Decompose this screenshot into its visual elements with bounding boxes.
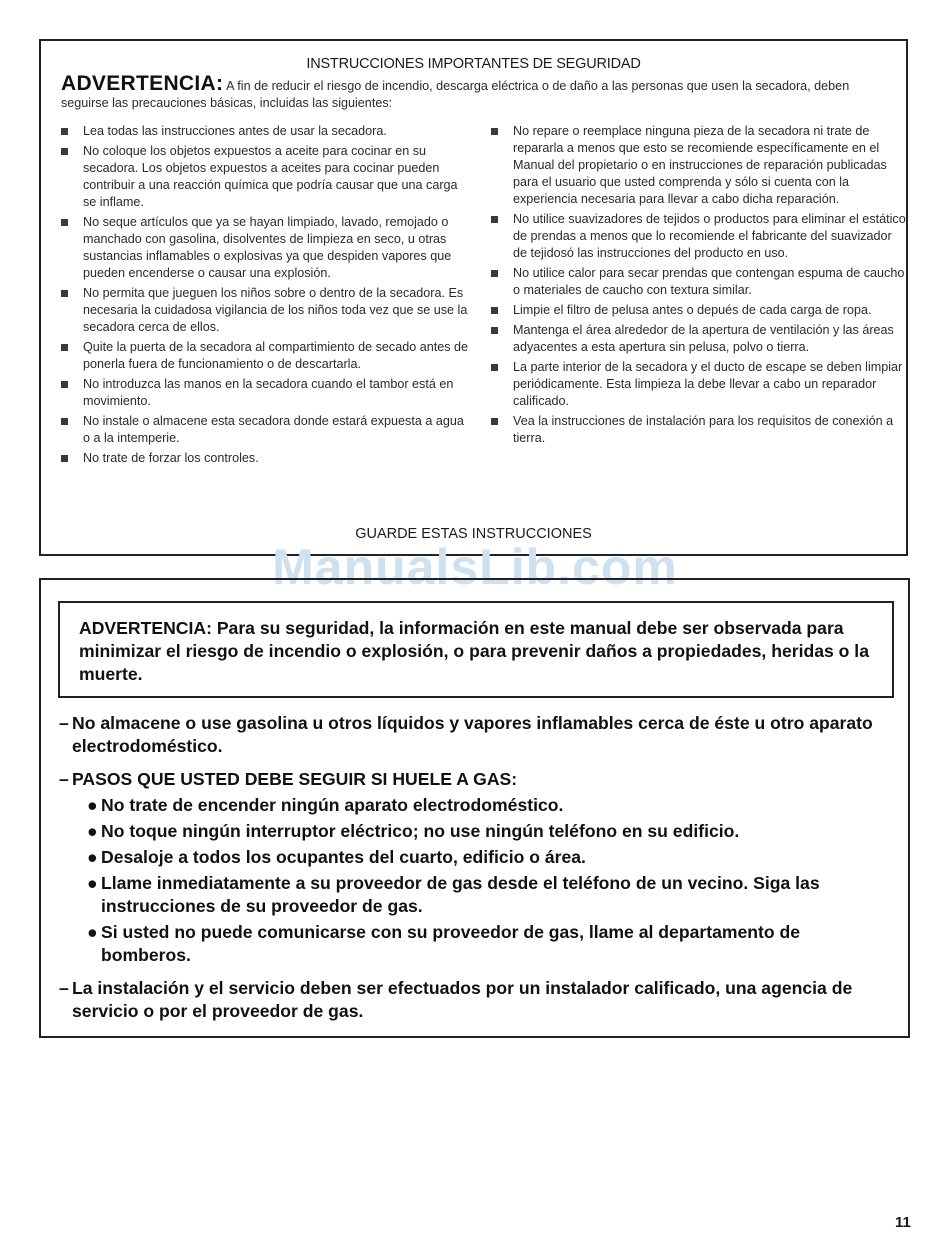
gas-warning-notice: ADVERTENCIA: Para su seguridad, la información en este manual debe ser observada para minimizar el riesgo de incendio o explosión, o para prevenir daños a propiedades, heridas o la muerte. (58, 601, 894, 698)
bullet-icon: ● (87, 922, 98, 942)
page-number: 11 (895, 1214, 911, 1231)
save-instructions-footer: GUARDE ESTAS INSTRUCCIONES (355, 526, 592, 542)
dash-item: – La instalación y el servicio deben ser efectuados por un instalador calificado, una agencia de servicio o por el proveedor de gas. (59, 978, 853, 1021)
square-bullet-icon (61, 381, 68, 388)
list-item: No repare o reemplace ninguna pieza de la secadora ni trate de repararla a menos que esto se recomiende específicamente en el Manual del propietario o en instrucciones de reparación publicadas para el usuario que usted comprenda y sólo si cuenta con la experiencia necesaria para llevar a cabo dicha reparación. (490, 123, 906, 208)
dash-icon: – (59, 769, 69, 789)
square-bullet-icon (491, 364, 498, 371)
square-bullet-icon (61, 148, 68, 155)
list-item: No coloque los objetos expuestos a aceite para cocinar en su secadora. Los objetos expuestos a aceites para cocinar pueden contribuir a una reacción química que podría causar que una carga se inflame. (60, 143, 474, 211)
list-item: No introduzca las manos en la secadora cuando el tambor está en movimiento. (60, 376, 474, 410)
dash-icon: – (59, 978, 69, 998)
list-item: La parte interior de la secadora y el ducto de escape se deben limpiar periódicamente. Esta limpieza la debe llevar a cabo un reparador calificado. (490, 359, 906, 410)
list-item: ● Si usted no puede comunicarse con su proveedor de gas, llame al departamento de bomberos. (87, 922, 801, 965)
square-bullet-icon (61, 455, 68, 462)
bullet-icon: ● (87, 873, 98, 893)
dash-item (59, 768, 894, 967)
bullet-icon: ● (87, 821, 98, 841)
square-bullet-icon (491, 216, 498, 223)
list-item: No utilice suavizadores de tejidos o productos para eliminar el estático de prendas a menos que lo recomiende el fabricante del suavizador de tejidosó las instrucciones del producto en uso. (490, 211, 906, 262)
gas-steps-list (72, 794, 894, 967)
warning-text: A fin de reducir el riesgo de incendio, descarga eléctrica o de daño a las personas que usen la secadora, deben seguirse las precauciones básicas, incluidas las siguientes: (61, 79, 850, 110)
list-item: ● No trate de encender ningún aparato electrodoméstico. (87, 795, 564, 815)
safety-intro (61, 72, 886, 112)
list-item: ● Desaloje a todos los ocupantes del cuarto, edificio o área. (87, 847, 586, 867)
bullet-icon: ● (87, 847, 98, 867)
gas-steps-title: PASOS QUE USTED DEBE SEGUIR SI HUELE A GAS: (72, 769, 518, 789)
list-item: Lea todas las instrucciones antes de usar la secadora. (60, 123, 474, 140)
list-item: Limpie el filtro de pelusa antes o depués de cada carga de ropa. (490, 302, 906, 319)
left-column (60, 123, 474, 470)
square-bullet-icon (491, 418, 498, 425)
list-item: No instale o almacene esta secadora donde estará expuesta a agua o a la intemperie. (60, 413, 474, 447)
square-bullet-icon (61, 219, 68, 226)
square-bullet-icon (61, 418, 68, 425)
dash-icon: – (59, 713, 69, 733)
list-item: Vea la instrucciones de instalación para los requisitos de conexión a tierra. (490, 413, 906, 447)
list-item: No seque artículos que ya se hayan limpiado, lavado, remojado o manchado con gasolina, disolventes de limpieza en seco, u otras sustancias inflamables o explosivas ya que despiden vapores que pueden encenderse o causar una explosión. (60, 214, 474, 282)
square-bullet-icon (491, 327, 498, 334)
safety-title: INSTRUCCIONES IMPORTANTES DE SEGURIDAD (306, 56, 641, 72)
square-bullet-icon (61, 344, 68, 351)
list-item: Mantenga el área alrededor de la apertura de ventilación y las áreas adyacentes a esta apertura sin pelusa, polvo o tierra. (490, 322, 906, 356)
list-item: No permita que jueguen los niños sobre o dentro de la secadora. Es necesaria la cuidadosa vigilancia de los niños toda vez que se use la secadora cerca de ellos. (60, 285, 474, 336)
watermark: ManualsLib.com (272, 539, 678, 595)
list-item: No utilice calor para secar prendas que contengan espuma de caucho o materiales de caucho con textura similar. (490, 265, 906, 299)
right-column (490, 123, 906, 450)
list-item: ● No toque ningún interruptor eléctrico; no use ningún teléfono en su edificio. (87, 821, 740, 841)
list-item: No trate de forzar los controles. (60, 450, 474, 467)
list-item: Quite la puerta de la secadora al compartimiento de secado antes de ponerla fuera de funcionamiento o de descartarla. (60, 339, 474, 373)
gas-warning-box (39, 578, 910, 1038)
warning-label: ADVERTENCIA: (61, 72, 224, 95)
bullet-icon: ● (87, 795, 98, 815)
square-bullet-icon (491, 270, 498, 277)
square-bullet-icon (491, 307, 498, 314)
square-bullet-icon (61, 128, 68, 135)
dash-item: – No almacene o use gasolina u otros líquidos y vapores inflamables cerca de éste u otro aparato electrodoméstico. (59, 713, 873, 756)
square-bullet-icon (491, 128, 498, 135)
safety-instructions-box (39, 39, 908, 556)
gas-instructions (59, 712, 894, 1033)
list-item: ● Llame inmediatamente a su proveedor de gas desde el teléfono de un vecino. Siga las instrucciones de su proveedor de gas. (87, 873, 820, 916)
square-bullet-icon (61, 290, 68, 297)
